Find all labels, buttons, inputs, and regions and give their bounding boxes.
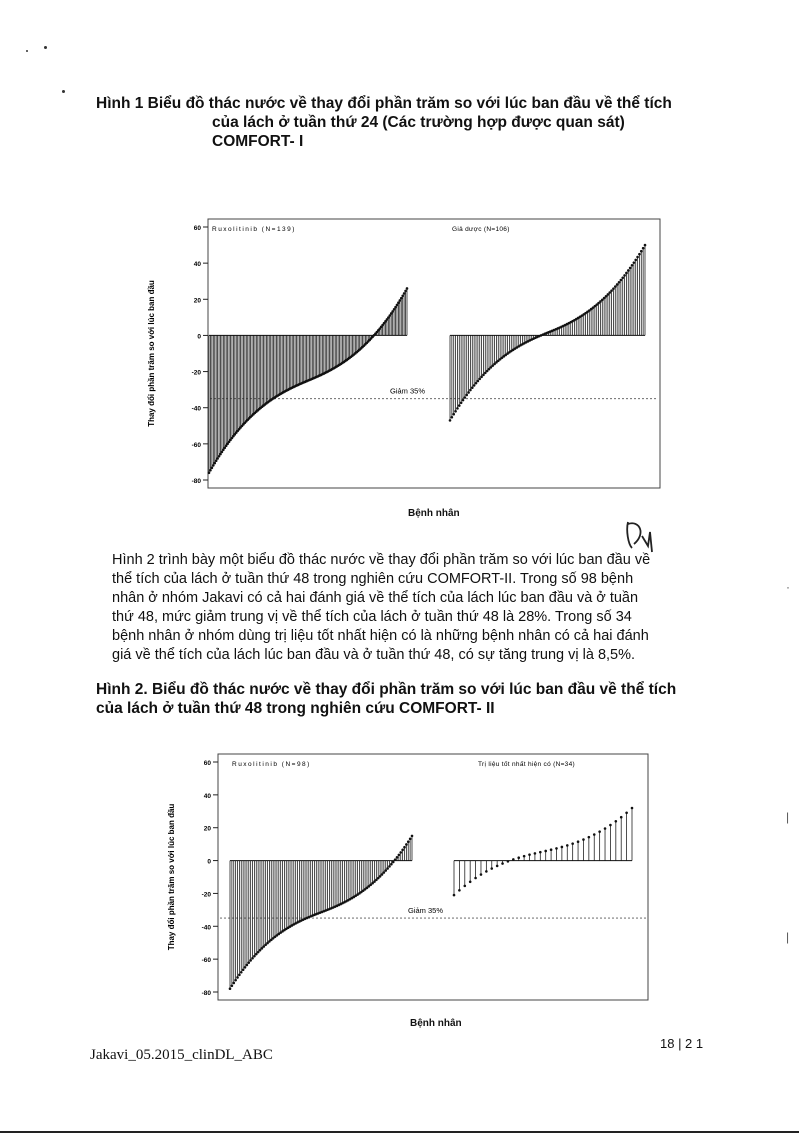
bar-marker-1 xyxy=(398,854,401,857)
bar-marker-1 xyxy=(229,987,232,990)
bar-marker-1 xyxy=(407,840,410,843)
bar-marker-2 xyxy=(496,865,499,868)
bar-marker-1 xyxy=(215,459,218,462)
bar-marker-1 xyxy=(255,953,258,956)
bar-marker-1 xyxy=(208,471,211,474)
bar-marker-2 xyxy=(454,410,457,413)
bar-marker-2 xyxy=(577,840,580,843)
bar-marker-1 xyxy=(231,984,234,987)
bar-marker-2 xyxy=(636,256,639,259)
handwritten-signature xyxy=(622,516,662,556)
bar-marker-1 xyxy=(247,961,250,964)
bar-marker-2 xyxy=(534,852,537,855)
y-tick-label: -40 xyxy=(191,405,201,413)
bar-marker-1 xyxy=(249,959,252,962)
scan-edge-mark: · xyxy=(786,580,790,594)
y-tick-label: -20 xyxy=(201,891,211,899)
bar-marker-1 xyxy=(399,851,402,854)
bar-marker-1 xyxy=(399,299,402,302)
bar-marker-2 xyxy=(614,285,617,288)
bar-marker-2 xyxy=(555,847,558,850)
chart2-xlabel: Bệnh nhân xyxy=(410,1018,462,1029)
bar-marker-1 xyxy=(209,469,212,472)
bar-marker-1 xyxy=(396,856,399,859)
bar-marker-1 xyxy=(232,982,235,985)
y-tick-label: -60 xyxy=(201,957,211,965)
bar-marker-1 xyxy=(383,871,386,874)
bar-marker-2 xyxy=(566,844,569,847)
figure2-caption-line1: Hình 2. Biểu đồ thác nước về thay đổi phần trăm so với lúc ban đầu về thể tích xyxy=(96,681,677,698)
bar-marker-2 xyxy=(471,386,474,389)
scan-speck xyxy=(62,90,65,93)
bar-marker-2 xyxy=(490,867,493,870)
bar-marker-2 xyxy=(607,293,610,296)
bar-marker-2 xyxy=(464,396,467,399)
bar-marker-1 xyxy=(394,306,397,309)
bar-marker-2 xyxy=(452,413,455,416)
scan-edge-mark: | xyxy=(786,810,790,824)
scan-edge-mark: | xyxy=(786,930,790,944)
bar-marker-1 xyxy=(391,310,394,313)
bar-marker-2 xyxy=(633,261,636,264)
y-tick-label: 40 xyxy=(203,792,211,800)
bar-marker-2 xyxy=(634,259,637,262)
bar-marker-1 xyxy=(240,971,243,974)
bar-marker-1 xyxy=(401,849,404,852)
figure1-caption-line3: COMFORT- I xyxy=(212,133,304,150)
bar-marker-1 xyxy=(238,974,241,977)
bar-marker-2 xyxy=(523,855,526,858)
y-tick-label: 20 xyxy=(193,297,201,305)
figure1-caption xyxy=(96,94,736,151)
y-tick-label: 0 xyxy=(207,858,211,866)
bar-marker-2 xyxy=(608,291,611,294)
bar-marker-1 xyxy=(213,462,216,465)
bar-marker-2 xyxy=(484,372,487,375)
bar-marker-1 xyxy=(216,457,219,460)
bar-marker-1 xyxy=(219,453,222,456)
bar-marker-2 xyxy=(485,870,488,873)
bar-marker-2 xyxy=(480,873,483,876)
bar-marker-2 xyxy=(616,283,619,286)
bar-marker-2 xyxy=(517,856,520,859)
bar-marker-1 xyxy=(386,867,389,870)
figure2-caption xyxy=(96,680,736,718)
bar-marker-2 xyxy=(473,384,476,387)
threshold-label: Giảm 35% xyxy=(390,386,426,396)
plot-frame xyxy=(208,219,660,488)
bar-marker-1 xyxy=(406,287,409,290)
bar-marker-1 xyxy=(400,297,403,300)
page-bottom-rule xyxy=(0,1131,799,1133)
bar-marker-2 xyxy=(460,402,463,405)
bar-marker-1 xyxy=(234,979,237,982)
bar-marker-2 xyxy=(598,830,601,833)
bar-marker-1 xyxy=(405,843,408,846)
body-paragraph xyxy=(112,551,712,665)
y-tick-label: 60 xyxy=(203,760,211,767)
bar-marker-2 xyxy=(620,816,623,819)
bar-marker-2 xyxy=(640,250,643,253)
bar-marker-1 xyxy=(251,957,254,960)
threshold-label: Giảm 35% xyxy=(408,906,444,916)
y-tick-label: 40 xyxy=(193,261,201,269)
paragraph-line: giá về thể tích của lách lúc ban đầu và ở tuần thứ 48, có sự tăng trung vị là 8,5%. xyxy=(112,647,636,663)
bar-marker-2 xyxy=(604,827,607,830)
paragraph-line: thể tích của lách ở tuần thứ 48 trong nghiên cứu COMFORT-II. Trong số 98 bệnh xyxy=(112,571,634,587)
chart-waterfall-week24 xyxy=(140,212,670,497)
bar-marker-2 xyxy=(550,848,553,851)
bar-marker-2 xyxy=(625,272,628,275)
y-tick-label: -60 xyxy=(191,441,201,449)
bar-marker-2 xyxy=(629,267,632,270)
bar-marker-1 xyxy=(212,464,215,467)
paragraph-line: thứ 48, mức giảm trung vị về thể tích của lách ở tuần thứ 48 là 28%. Trong số 34 xyxy=(112,609,632,625)
series-label: Ruxolitinib (N=139) xyxy=(212,226,296,233)
bar-marker-2 xyxy=(627,269,630,272)
y-tick-label: -20 xyxy=(191,369,201,377)
bar-marker-2 xyxy=(621,276,624,279)
y-tick-label: 60 xyxy=(193,225,201,232)
chart-waterfall-week48 xyxy=(160,750,660,1008)
bar-marker-2 xyxy=(625,811,628,814)
chart1-xlabel: Bệnh nhân xyxy=(408,508,460,519)
bar-marker-1 xyxy=(396,304,399,307)
bar-marker-2 xyxy=(605,295,608,298)
bar-marker-1 xyxy=(253,955,256,958)
bar-marker-2 xyxy=(561,846,564,849)
bar-marker-2 xyxy=(474,877,477,880)
y-tick-label: -80 xyxy=(191,478,201,485)
bar-marker-1 xyxy=(259,949,262,952)
series-label: Ruxolitinib (N=98) xyxy=(232,761,311,768)
bar-marker-2 xyxy=(453,894,456,897)
bar-marker-2 xyxy=(458,404,461,407)
bar-marker-2 xyxy=(631,807,634,810)
bar-marker-2 xyxy=(609,824,612,827)
bar-marker-1 xyxy=(392,861,395,864)
y-axis-label: Thay đổi phần trăm so với lúc ban đầu xyxy=(147,280,156,427)
bar-marker-2 xyxy=(480,376,483,379)
bar-marker-2 xyxy=(482,374,485,377)
bar-marker-2 xyxy=(631,264,634,267)
y-tick-label: -40 xyxy=(201,924,211,932)
bar-marker-2 xyxy=(501,862,504,865)
y-tick-label: 20 xyxy=(203,825,211,833)
bar-marker-2 xyxy=(642,247,645,250)
bar-marker-1 xyxy=(221,451,224,454)
scan-speck xyxy=(44,46,47,49)
bar-marker-2 xyxy=(465,394,468,397)
bar-marker-1 xyxy=(377,877,380,880)
bar-marker-2 xyxy=(612,287,615,290)
bar-marker-2 xyxy=(544,850,547,853)
bar-marker-2 xyxy=(469,880,472,883)
bar-marker-2 xyxy=(467,391,470,394)
bar-marker-2 xyxy=(528,853,531,856)
bar-marker-2 xyxy=(620,279,623,282)
y-axis-label: Thay đổi phần trăm so với lúc ban đầu xyxy=(167,803,176,951)
bar-marker-1 xyxy=(388,865,391,868)
bar-marker-2 xyxy=(456,407,459,410)
bar-marker-1 xyxy=(211,467,214,470)
bar-marker-2 xyxy=(571,842,574,845)
bar-marker-2 xyxy=(451,416,454,419)
bar-marker-1 xyxy=(384,869,387,872)
paragraph-line: Hình 2 trình bày một biểu đồ thác nước về thay đổi phần trăm so với lúc ban đầu về xyxy=(112,552,651,568)
bar-marker-1 xyxy=(393,308,396,311)
bar-marker-1 xyxy=(218,455,221,458)
bar-marker-2 xyxy=(462,399,465,402)
document-id: Jakavi_05.2015_clinDL_ABC xyxy=(90,1047,273,1063)
bar-marker-1 xyxy=(257,951,260,954)
bar-marker-1 xyxy=(397,301,400,304)
series-label: Trị liệu tốt nhất hiện có (N=34) xyxy=(478,761,575,768)
bar-marker-2 xyxy=(593,833,596,836)
paragraph-line: nhân ở nhóm Jakavi có cả hai đánh giá về thể tích của lách lúc ban đầu và ở tuần xyxy=(112,590,639,606)
bar-marker-2 xyxy=(615,820,618,823)
bar-marker-1 xyxy=(401,294,404,297)
bar-marker-2 xyxy=(610,289,613,292)
bar-marker-2 xyxy=(463,885,466,888)
bar-marker-2 xyxy=(477,380,480,383)
scan-speck xyxy=(26,50,28,52)
bar-marker-1 xyxy=(244,966,247,969)
y-tick-label: 0 xyxy=(197,333,201,341)
bar-marker-1 xyxy=(381,873,384,876)
bar-marker-2 xyxy=(469,389,472,392)
bar-marker-1 xyxy=(246,964,249,967)
bar-marker-2 xyxy=(486,370,489,373)
bar-marker-2 xyxy=(478,378,481,381)
bar-marker-1 xyxy=(261,947,264,950)
series-label: Giả dược (N=106) xyxy=(452,226,510,233)
bar-marker-2 xyxy=(475,382,478,385)
bar-marker-2 xyxy=(588,836,591,839)
bar-marker-2 xyxy=(458,889,461,892)
bar-marker-1 xyxy=(390,863,393,866)
bar-marker-2 xyxy=(539,851,542,854)
y-tick-label: -80 xyxy=(201,990,211,997)
figure2-caption-line2: của lách ở tuần thứ 48 trong nghiên cứu COMFORT- II xyxy=(96,700,495,717)
bar-marker-2 xyxy=(623,274,626,277)
bar-marker-2 xyxy=(638,253,641,256)
bar-marker-1 xyxy=(403,846,406,849)
figure1-caption-line2: của lách ở tuần thứ 24 (Các trường hợp được quan sát) xyxy=(212,114,625,131)
bar-marker-2 xyxy=(644,244,647,247)
bar-marker-1 xyxy=(379,875,382,878)
bar-marker-1 xyxy=(409,838,412,841)
page-number: 18 | 2 1 xyxy=(660,1036,704,1051)
paragraph-line: bệnh nhân ở nhóm dùng trị liệu tốt nhất hiện có là những bệnh nhân có cả hai đánh xyxy=(112,628,649,644)
bar-marker-1 xyxy=(411,835,414,838)
bar-marker-2 xyxy=(582,838,585,841)
bar-marker-2 xyxy=(449,419,452,422)
bar-marker-1 xyxy=(236,976,239,979)
bar-marker-1 xyxy=(403,292,406,295)
bar-marker-1 xyxy=(404,290,407,293)
bar-marker-1 xyxy=(242,968,245,971)
figure1-caption-line1: Hình 1 Biểu đồ thác nước về thay đổi phần trăm so với lúc ban đầu về thể tích xyxy=(96,95,672,112)
bar-marker-2 xyxy=(618,281,621,284)
